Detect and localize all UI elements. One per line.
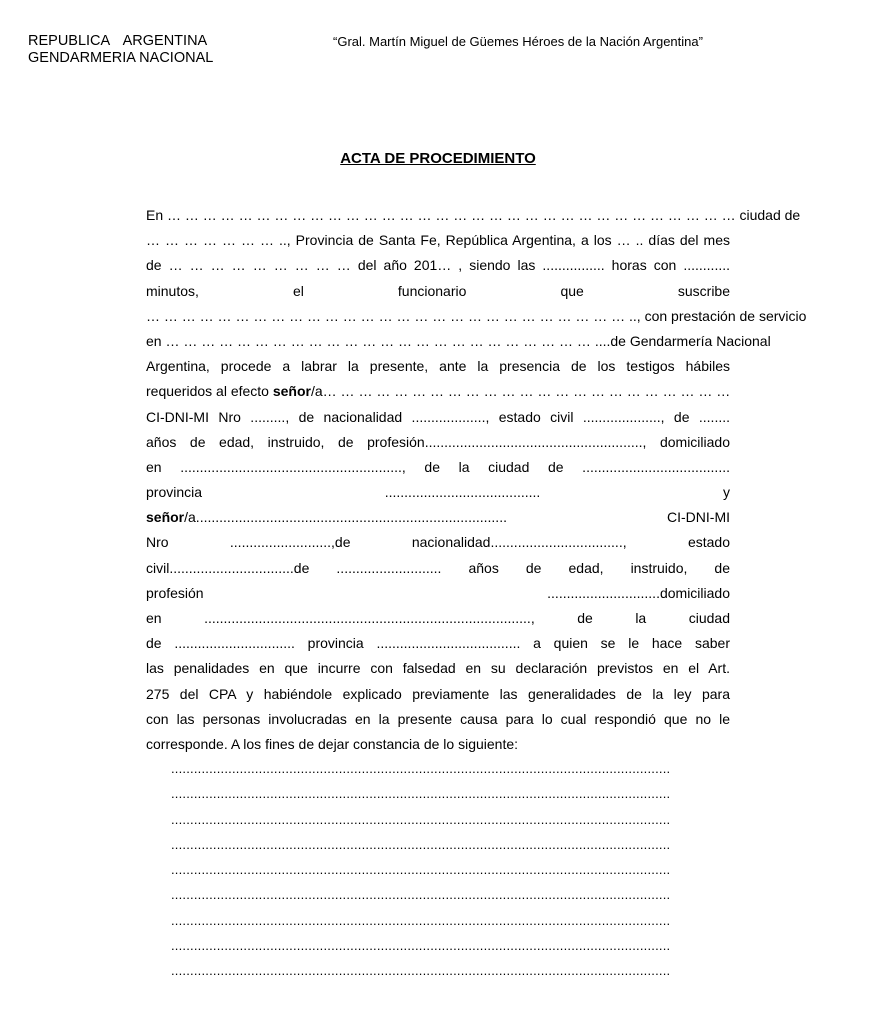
dotted-line: ................................................................................................................................... [171,862,671,878]
document-title: ACTA DE PROCEDIMIENTO [340,150,536,167]
line-text: requeridos al efecto [146,383,273,400]
body-line [146,354,730,379]
dotted-line: ................................................................................................................................... [171,811,671,827]
line-text: /a… … … … … … … … … … … … … … … … … … … … … … … [310,383,731,400]
line-text: provincia ........................................ y [146,484,730,501]
body-line [146,556,730,581]
body-line [146,405,730,430]
header-agency: GENDARMERIA NACIONAL [28,50,214,66]
body-line [146,631,730,656]
body-line [146,480,730,505]
dotted-line: ................................................................................................................................... [171,786,671,802]
body-line [146,253,730,278]
body-line [146,329,771,354]
line-text: en … … … … … … … … … … … … … … … … … … … … … … … … ....de Gendarmería Nacional [146,332,771,349]
document-body [146,203,807,757]
line-text: civil................................de ........................... años de edad, instruido, de [146,559,730,576]
line-text: las penalidades en que incurre con falsedad en su declaración previstos en el Art. [146,660,730,677]
line-text: de … … … … … … … … … del año 201… , siendo las ................ horas con ............ [146,257,730,274]
body-line [146,279,730,304]
bold-term: señor [272,383,311,400]
header-motto: “Gral. Martín Miguel de Güemes Héroes de la Nación Argentina” [333,34,703,49]
line-text: en ........................................................., de la ciudad de ...................................... [146,458,730,475]
body-line [146,530,730,555]
line-text: CI-DNI-MI Nro ........., de nacionalidad ..................., estado civil ...................., de ........ [146,408,730,425]
line-text: de ............................... provincia ..................................... a quien se le hace saber [146,635,730,652]
line-text: en ...................................................................................., de la ciudad [146,610,730,626]
body-line [146,707,730,732]
line-text: Argentina, procede a labrar la presente, ante la presencia de los testigos hábiles [146,358,730,375]
body-line [146,430,730,455]
header-country: REPUBLICA ARGENTINA [28,33,208,49]
dotted-line: ................................................................................................................................... [171,836,671,852]
body-line [146,304,807,329]
notes-dotted-area [171,756,729,984]
bold-term: señor [146,509,185,526]
dotted-line: ................................................................................................................................... [171,761,671,776]
line-text: Nro ..........................,de nacionalidad.................................., estado [146,534,730,551]
body-line [146,732,730,757]
line-text: … … … … … … … … … … … … … … … … … … … … … … … … … … … .., con prestación de servicio [146,307,807,324]
body-line [146,606,730,631]
body-line [146,581,730,606]
line-text: profesión .............................domiciliado [146,584,730,601]
line-text: con las personas involucradas en la presente causa para lo cual respondió que no le [146,710,730,727]
line-text: /a................................................................................ CI-DNI-MI [184,509,730,526]
dotted-line: ................................................................................................................................... [171,912,671,928]
body-line [146,203,801,228]
body-line [146,455,730,480]
dotted-line: ................................................................................................................................... [171,887,671,903]
line-text: años de edad, instruido, de profesión........................................................, domiciliado [146,433,730,450]
body-line [146,228,730,253]
line-text: 275 del CPA y habiéndole explicado previamente las generalidades de la ley para [146,685,730,702]
line-text: … … … … … … … .., Provincia de Santa Fe, República Argentina, a los … .. días del mes [146,232,730,249]
line-text: corresponde. A los fines de dejar constancia de lo siguiente: [146,735,519,752]
dotted-line: ................................................................................................................................... [171,963,671,979]
body-line [146,682,730,707]
body-line [146,379,730,404]
dotted-line: ................................................................................................................................... [171,938,671,954]
header-institution [28,33,213,67]
line-text: En … … … … … … … … … … … … … … … … … … … … … … … … … … … … … … … … ciudad de [146,207,801,223]
line-text: minutos, el funcionario que suscribe [146,282,730,299]
body-line [146,505,730,530]
body-line [146,656,730,681]
